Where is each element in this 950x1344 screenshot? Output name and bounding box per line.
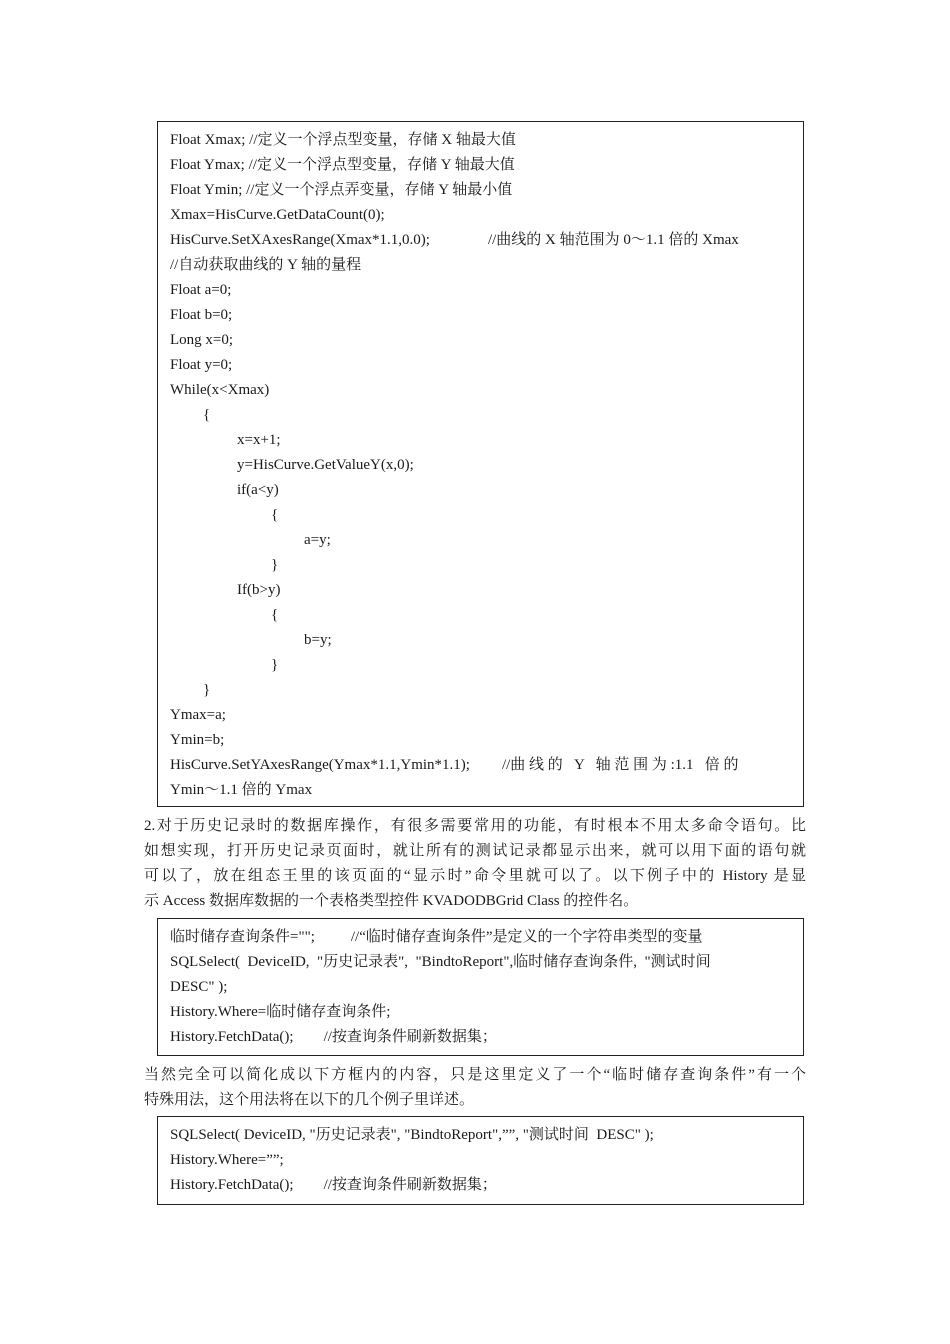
code-line: Ymax=a;: [170, 707, 226, 723]
code-comment: //曲 线 的 Y 轴 范 围 为 :1.1 倍 的: [501, 757, 739, 773]
code-line: History.Where=””;: [170, 1152, 284, 1168]
code-line: Float Ymax; //定义一个浮点型变量，存储 Y 轴最大值: [170, 157, 515, 173]
code-line: History.Where=临时储存查询条件;: [170, 1004, 391, 1020]
code-line: }: [271, 557, 279, 573]
paragraph-line: 当然完全可以简化成以下方框内的内容，只是这里定义了一个“临时储存查询条件”有一个: [144, 1067, 806, 1083]
code-line: [170, 753, 791, 778]
code-line: Float y=0;: [170, 357, 233, 373]
code-line: Ymin～1.1 倍的 Ymax: [170, 782, 313, 798]
code-line: [170, 228, 791, 253]
code-line: }: [203, 682, 211, 698]
code-comment: //按查询条件刷新数据集；: [323, 1029, 497, 1045]
code-line: {: [203, 407, 211, 423]
body-paragraph-simplified: [144, 1063, 806, 1113]
code-statement: History.FetchData();: [170, 1029, 294, 1045]
code-line: SQLSelect( DeviceID, "历史记录表", "BindtoReport",临时储存查询条件, "测试时间: [170, 954, 711, 970]
paragraph-line: 2.对于历史记录时的数据库操作，有很多需要常用的功能，有时根本不用太多命令语句。比: [144, 818, 806, 834]
code-line: Float Ymin; //定义一个浮点弄变量，存储 Y 轴最小值: [170, 182, 513, 198]
paragraph-line: 可以了，放在组态王里的该页面的“显示时”命令里就可以了。以下例子中的 History 是显: [144, 868, 806, 884]
code-statement: 临时储存查询条件="";: [170, 929, 315, 945]
code-line: DESC" );: [170, 979, 228, 995]
code-line: If(b>y): [237, 582, 281, 598]
code-line: While(x<Xmax): [170, 382, 270, 398]
code-line: Ymin=b;: [170, 732, 225, 748]
paragraph-line: 特殊用法，这个用法将在以下的几个例子里详述。: [144, 1092, 475, 1108]
code-line: Float b=0;: [170, 307, 233, 323]
code-block-simplified-select: [157, 1116, 804, 1205]
code-line: [170, 1173, 791, 1198]
code-line: {: [271, 507, 279, 523]
code-line: Long x=0;: [170, 332, 234, 348]
code-line: b=y;: [304, 632, 332, 648]
code-line: }: [271, 657, 279, 673]
code-comment: //按查询条件刷新数据集；: [323, 1177, 497, 1193]
code-line: SQLSelect( DeviceID, "历史记录表", "BindtoReport",””, "测试时间 DESC" );: [170, 1127, 654, 1143]
code-line: Xmax=HisCurve.GetDataCount(0);: [170, 207, 385, 223]
code-line: Float Xmax; //定义一个浮点型变量，存储 X 轴最大值: [170, 132, 516, 148]
code-line: if(a<y): [237, 482, 279, 498]
code-comment: //“临时储存查询条件”是定义的一个字符串类型的变量: [350, 929, 703, 945]
paragraph-line: 如想实现，打开历史记录页面时，就让所有的测试记录都显示出来，就可以用下面的语句就: [144, 843, 806, 859]
code-line: a=y;: [304, 532, 331, 548]
code-line: {: [271, 607, 279, 623]
code-line: //自动获取曲线的 Y 轴的量程: [170, 257, 362, 273]
code-line: [170, 1025, 791, 1050]
code-line: Float a=0;: [170, 282, 232, 298]
code-statement: HisCurve.SetYAxesRange(Ymax*1.1,Ymin*1.1);: [170, 757, 470, 773]
code-statement: HisCurve.SetXAxesRange(Xmax*1.1,0.0);: [170, 232, 430, 248]
code-comment: //曲线的 X 轴范围为 0～1.1 倍的 Xmax: [487, 232, 739, 248]
body-paragraph-database: [144, 814, 806, 914]
paragraph-line: 示 Access 数据库数据的一个表格类型控件 KVADODBGrid Class 的控件名。: [144, 893, 639, 909]
code-line: y=HisCurve.GetValueY(x,0);: [237, 457, 414, 473]
code-block-sql-select: [157, 918, 804, 1056]
code-block-curve-range: [157, 121, 804, 807]
code-line: x=x+1;: [237, 432, 281, 448]
code-line: [170, 925, 791, 950]
code-statement: History.FetchData();: [170, 1177, 294, 1193]
